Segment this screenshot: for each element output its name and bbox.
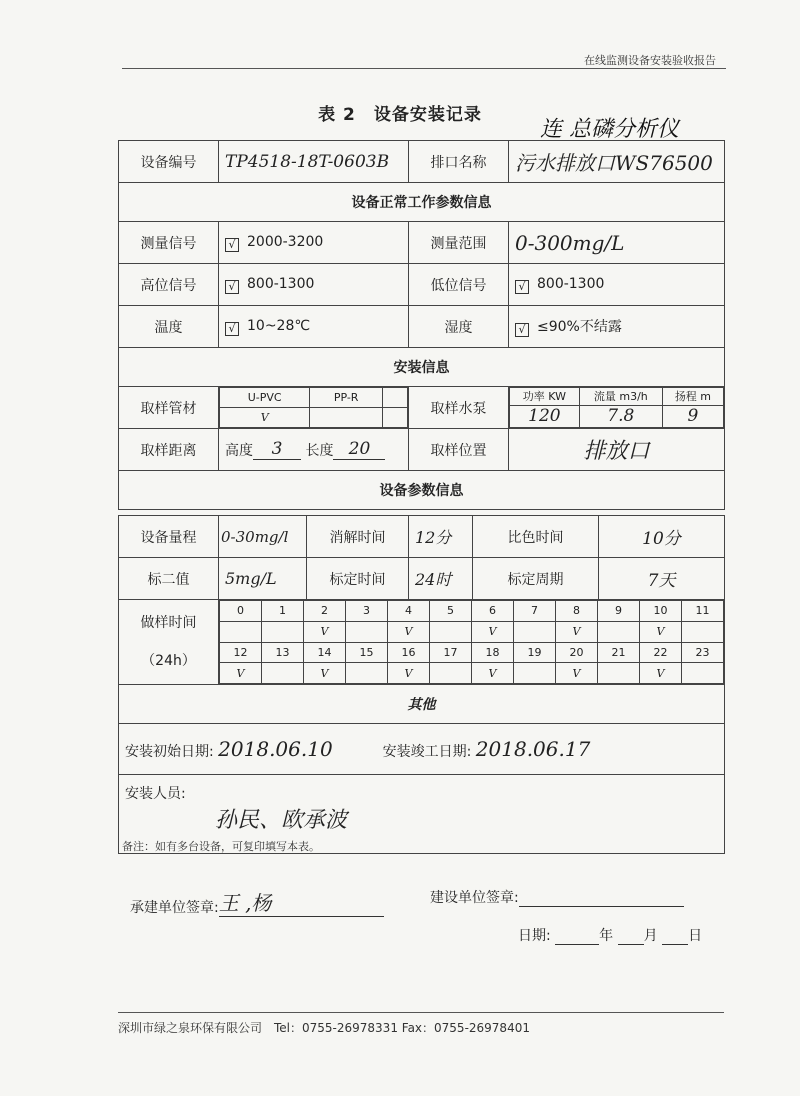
- page-title: 表 2 设备安装记录: [318, 105, 482, 125]
- hour-label: 4: [388, 601, 430, 622]
- checkbox-icon: √: [515, 323, 529, 337]
- low-signal-value: 800-1300: [537, 275, 605, 292]
- humidity-label: 湿度: [409, 306, 509, 348]
- sample-mark: [262, 621, 304, 642]
- power-value: 120: [510, 405, 580, 427]
- end-value: 2018.06.17: [475, 737, 591, 761]
- table-row: [119, 306, 725, 348]
- company-info: 深圳市绿之泉环保有限公司 Tel：0755-26978331 Fax：0755-26978401: [118, 1021, 530, 1035]
- hour-label: 6: [472, 601, 514, 622]
- low-signal-label: 低位信号: [409, 264, 509, 306]
- high-signal-cell: [219, 264, 409, 306]
- hour-label: 22: [640, 642, 682, 663]
- sample-mark: [514, 663, 556, 684]
- dates-cell: [119, 724, 725, 775]
- flow-value: 7.8: [579, 405, 662, 427]
- pump-cell: [509, 387, 725, 429]
- hour-label: 1: [262, 601, 304, 622]
- table-row: [119, 141, 725, 183]
- calib-time-value: 24时: [409, 558, 473, 600]
- humidity-cell: [509, 306, 725, 348]
- pump-label: 取样水泵: [409, 387, 509, 429]
- sample-mark: [346, 621, 388, 642]
- std2-label: 标二值: [119, 558, 219, 600]
- low-signal-cell: [509, 264, 725, 306]
- position-value: 排放口: [509, 429, 725, 471]
- hours-row-1: [220, 601, 724, 622]
- sample-mark: V: [220, 663, 262, 684]
- temp-cell: [219, 306, 409, 348]
- digest-label: 消解时间: [307, 516, 409, 558]
- humidity-value: ≤90%不结露: [537, 319, 622, 335]
- hour-label: 9: [598, 601, 640, 622]
- contractor-sign-row: [130, 887, 384, 917]
- hour-label: 19: [514, 642, 556, 663]
- device-no-label: 设备编号: [119, 141, 219, 183]
- section-device: 设备参数信息: [119, 471, 725, 510]
- pipe-mark: V: [220, 408, 310, 428]
- meas-range-value: 0-300mg/L: [509, 222, 725, 264]
- hour-label: 3: [346, 601, 388, 622]
- section-other: 其他: [119, 685, 725, 724]
- hour-label: 5: [430, 601, 472, 622]
- pump-specs: [509, 387, 724, 428]
- sample-mark: [598, 621, 640, 642]
- builder-sign-row: [430, 887, 684, 907]
- hour-label: 21: [598, 642, 640, 663]
- pipe-options: [219, 387, 408, 428]
- end-label: 安装竣工日期:: [382, 744, 472, 760]
- head-value: 9: [662, 405, 723, 427]
- date-row: [518, 925, 702, 945]
- hour-label: 23: [682, 642, 724, 663]
- table-row: [119, 222, 725, 264]
- report-name: 在线监测设备安装验收报告: [584, 54, 716, 67]
- handwritten-title: 连 总磷分析仪: [540, 117, 679, 142]
- length-value: 20: [333, 439, 385, 460]
- sample-mark: [514, 621, 556, 642]
- high-signal-value: 800-1300: [247, 275, 315, 292]
- hour-label: 2: [304, 601, 346, 622]
- footer-rule: [118, 1012, 724, 1013]
- checkbox-icon: √: [225, 280, 239, 294]
- date-label: 日期:: [518, 928, 551, 944]
- checkbox-icon: √: [225, 238, 239, 252]
- power-label: 功率 KW: [510, 388, 580, 406]
- temp-value: 10~28℃: [247, 317, 311, 334]
- sample-mark: [262, 663, 304, 684]
- digest-value: 12分: [409, 516, 473, 558]
- sample-mark: [220, 621, 262, 642]
- sample-mark: V: [640, 663, 682, 684]
- note: 备注：如有多台设备，可复印填写本表。: [122, 840, 320, 853]
- checkbox-icon: √: [225, 322, 239, 336]
- contractor-label: 承建单位签章:: [130, 900, 219, 916]
- day-line: [662, 930, 688, 945]
- pipe-option-ppr: PP-R: [310, 388, 383, 408]
- hour-label: 18: [472, 642, 514, 663]
- meas-range-label: 测量范围: [409, 222, 509, 264]
- high-signal-label: 高位信号: [119, 264, 219, 306]
- sample-mark: [430, 621, 472, 642]
- sample-time-label: 做样时间: [140, 615, 197, 631]
- hour-label: 8: [556, 601, 598, 622]
- range-label: 设备量程: [119, 516, 219, 558]
- position-label: 取样位置: [409, 429, 509, 471]
- hour-label: 10: [640, 601, 682, 622]
- distance-cell: [219, 429, 409, 471]
- color-value: 10分: [599, 516, 725, 558]
- table-row: [119, 724, 725, 775]
- marks-row-2: [220, 663, 724, 684]
- sample-mark: [430, 663, 472, 684]
- hour-label: 14: [304, 642, 346, 663]
- hour-label: 15: [346, 642, 388, 663]
- hour-label: 12: [220, 642, 262, 663]
- sample-time-label-cell: [119, 600, 219, 685]
- range-value: 0-30mg/l: [219, 516, 307, 558]
- sample-mark: [598, 663, 640, 684]
- day-label: 日: [688, 928, 703, 944]
- outlet-value: 污水排放口WS76500: [509, 141, 725, 183]
- device-no-value: TP4518-18T-0603B: [219, 141, 409, 183]
- distance-label: 取样距离: [119, 429, 219, 471]
- meas-signal-cell: [219, 222, 409, 264]
- marks-row-1: [220, 621, 724, 642]
- table-row: [119, 387, 725, 429]
- hours-label: （24h）: [141, 653, 196, 669]
- hour-label: 13: [262, 642, 304, 663]
- hour-label: 16: [388, 642, 430, 663]
- hour-label: 11: [682, 601, 724, 622]
- builder-sign-line: [519, 888, 684, 907]
- section-params: 设备正常工作参数信息: [119, 183, 725, 222]
- length-label: 长度: [305, 443, 334, 459]
- hours-row-2: [220, 642, 724, 663]
- table-row: [119, 516, 725, 558]
- table-row: [119, 429, 725, 471]
- height-label: 高度: [225, 443, 253, 459]
- calib-time-label: 标定时间: [307, 558, 409, 600]
- flow-label: 流量 m3/h: [579, 388, 662, 406]
- header-rule: [122, 68, 726, 69]
- sample-mark: V: [472, 663, 514, 684]
- calib-period-value: 7天: [599, 558, 725, 600]
- meas-signal-value: 2000-3200: [247, 233, 324, 250]
- person-label: 安装人员:: [125, 786, 186, 802]
- sample-mark: V: [304, 621, 346, 642]
- builder-label: 建设单位签章:: [430, 890, 519, 906]
- outlet-label: 排口名称: [409, 141, 509, 183]
- checkbox-icon: √: [515, 280, 529, 294]
- table-row: [119, 558, 725, 600]
- table-row: [119, 600, 725, 685]
- sample-mark: V: [556, 663, 598, 684]
- sample-mark: [682, 621, 724, 642]
- device-param-table: [118, 515, 725, 854]
- start-value: 2018.06.10: [218, 737, 333, 761]
- meas-signal-label: 测量信号: [119, 222, 219, 264]
- table-row: [119, 264, 725, 306]
- hour-label: 17: [430, 642, 472, 663]
- section-install: 安装信息: [119, 348, 725, 387]
- sample-hours-grid: [219, 600, 724, 684]
- sample-mark: [346, 663, 388, 684]
- month-line: [618, 930, 644, 945]
- sample-mark: V: [388, 663, 430, 684]
- pipe-label: 取样管材: [119, 387, 219, 429]
- pipe-option-upvc: U-PVC: [220, 388, 310, 408]
- hour-label: 0: [220, 601, 262, 622]
- pipe-cell: [219, 387, 409, 429]
- head-label: 扬程 m: [662, 388, 723, 406]
- color-label: 比色时间: [473, 516, 599, 558]
- std2-value: 5mg/L: [219, 558, 307, 600]
- height-value: 3: [253, 439, 301, 460]
- sample-mark: V: [556, 621, 598, 642]
- sample-mark: V: [640, 621, 682, 642]
- month-label: 月: [643, 928, 658, 944]
- year-label: 年: [599, 928, 614, 944]
- calib-period-label: 标定周期: [473, 558, 599, 600]
- temp-label: 温度: [119, 306, 219, 348]
- sample-hours-cell: [219, 600, 725, 685]
- install-record-table: [118, 140, 725, 510]
- sample-mark: V: [472, 621, 514, 642]
- sample-mark: [682, 663, 724, 684]
- sample-mark: V: [388, 621, 430, 642]
- hour-label: 7: [514, 601, 556, 622]
- start-label: 安装初始日期:: [125, 744, 214, 760]
- person-value: 孙民、欧承波: [215, 808, 348, 833]
- year-line: [555, 930, 599, 945]
- contractor-sign: 王 ,杨: [219, 887, 384, 917]
- sample-mark: V: [304, 663, 346, 684]
- hour-label: 20: [556, 642, 598, 663]
